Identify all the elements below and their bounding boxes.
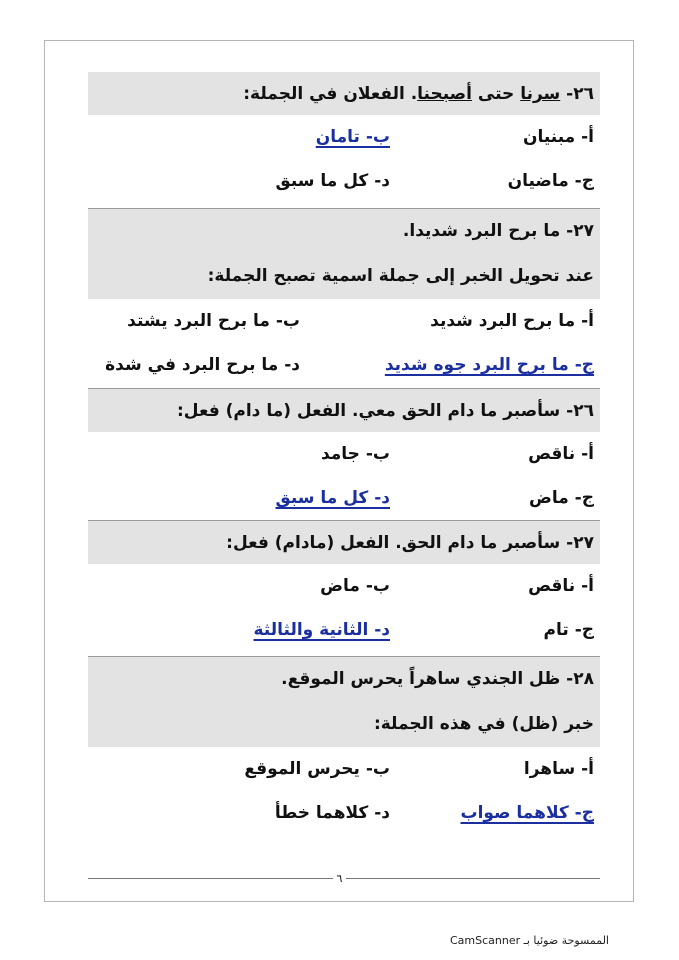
options-row: [88, 791, 600, 835]
question-stem-line-1: ٢٧- ما برح البرد شديدا.: [402, 221, 594, 241]
stem-text: . الفعلان في الجملة:: [243, 84, 418, 104]
page-number-text: ٦: [333, 872, 347, 885]
stem-number: ٢٦-: [560, 84, 594, 104]
page-number: [0, 872, 679, 885]
option-d-answer: د- كل ما سبق: [275, 488, 390, 508]
option-d: د- كل ما سبق: [275, 171, 390, 191]
options-row: [88, 159, 600, 203]
question-stem: ٢٧- سأصبر ما دام الحق. الفعل (مادام) فعل:: [226, 533, 594, 553]
question-stem-line-2: خبر (ظل) في هذه الجملة:: [373, 714, 594, 734]
question-stem-line-2: عند تحويل الخبر إلى جملة اسمية تصبح الجملة:: [207, 266, 594, 286]
option-c: ج- ماض: [528, 488, 594, 508]
question-26-b: [88, 388, 600, 520]
option-d: د- كلاهما خطأ: [274, 803, 390, 823]
option-d-answer: د- الثانية والثالثة: [253, 620, 390, 640]
option-c-answer: ج- كلاهما صواب: [460, 803, 594, 823]
question-stem-bar: [88, 209, 600, 299]
question-stem-line-1: ٢٨- ظل الجندي ساهراً يحرس الموقع.: [281, 669, 594, 689]
option-b: ب- يحرس الموقع: [244, 759, 390, 779]
question-stem: [88, 72, 600, 117]
option-b: ب- جامد: [320, 444, 390, 464]
question-27-b: [88, 520, 600, 652]
option-b: ب- ما برح البرد يشتد: [127, 311, 300, 331]
question-stem-bar: [88, 521, 600, 564]
option-a: أ- ناقص: [528, 444, 594, 464]
question-stem: ٢٦- سأصبر ما دام الحق معي. الفعل (ما دام) فعل:: [177, 401, 594, 421]
option-a: أ- ما برح البرد شديد: [430, 311, 594, 331]
options-row: [88, 476, 600, 520]
option-a: أ- مبنيان: [522, 127, 594, 147]
option-c: ج- ماضيان: [507, 171, 594, 191]
options-row: [88, 747, 600, 791]
question-stem-bar: [88, 657, 600, 747]
option-a: أ- ناقص: [528, 576, 594, 596]
option-b-answer: ب- تامان: [315, 127, 390, 147]
scanner-watermark: الممسوحة ضوئيا بـ CamScanner: [449, 934, 609, 947]
options-row: [88, 115, 600, 159]
option-d: د- ما برح البرد في شدة: [105, 355, 300, 375]
question-28: [88, 656, 600, 835]
options-row: [88, 299, 600, 343]
options-row: [88, 608, 600, 652]
stem-text: حتى: [471, 84, 521, 104]
question-stem-bar: [88, 72, 600, 115]
question-26-a: [88, 72, 600, 203]
stem-verb-1: سرنا: [520, 84, 561, 104]
options-row: [88, 432, 600, 476]
option-b: ب- ماض: [320, 576, 390, 596]
question-stem-bar: [88, 389, 600, 432]
options-row: [88, 564, 600, 608]
stem-verb-2: أصبحنا: [417, 84, 472, 104]
question-27-a: [88, 208, 600, 387]
option-c: ج- تام: [543, 620, 594, 640]
options-row: [88, 343, 600, 387]
option-a: أ- ساهرا: [523, 759, 594, 779]
option-c-answer: ج- ما برح البرد جوه شديد: [384, 355, 594, 375]
